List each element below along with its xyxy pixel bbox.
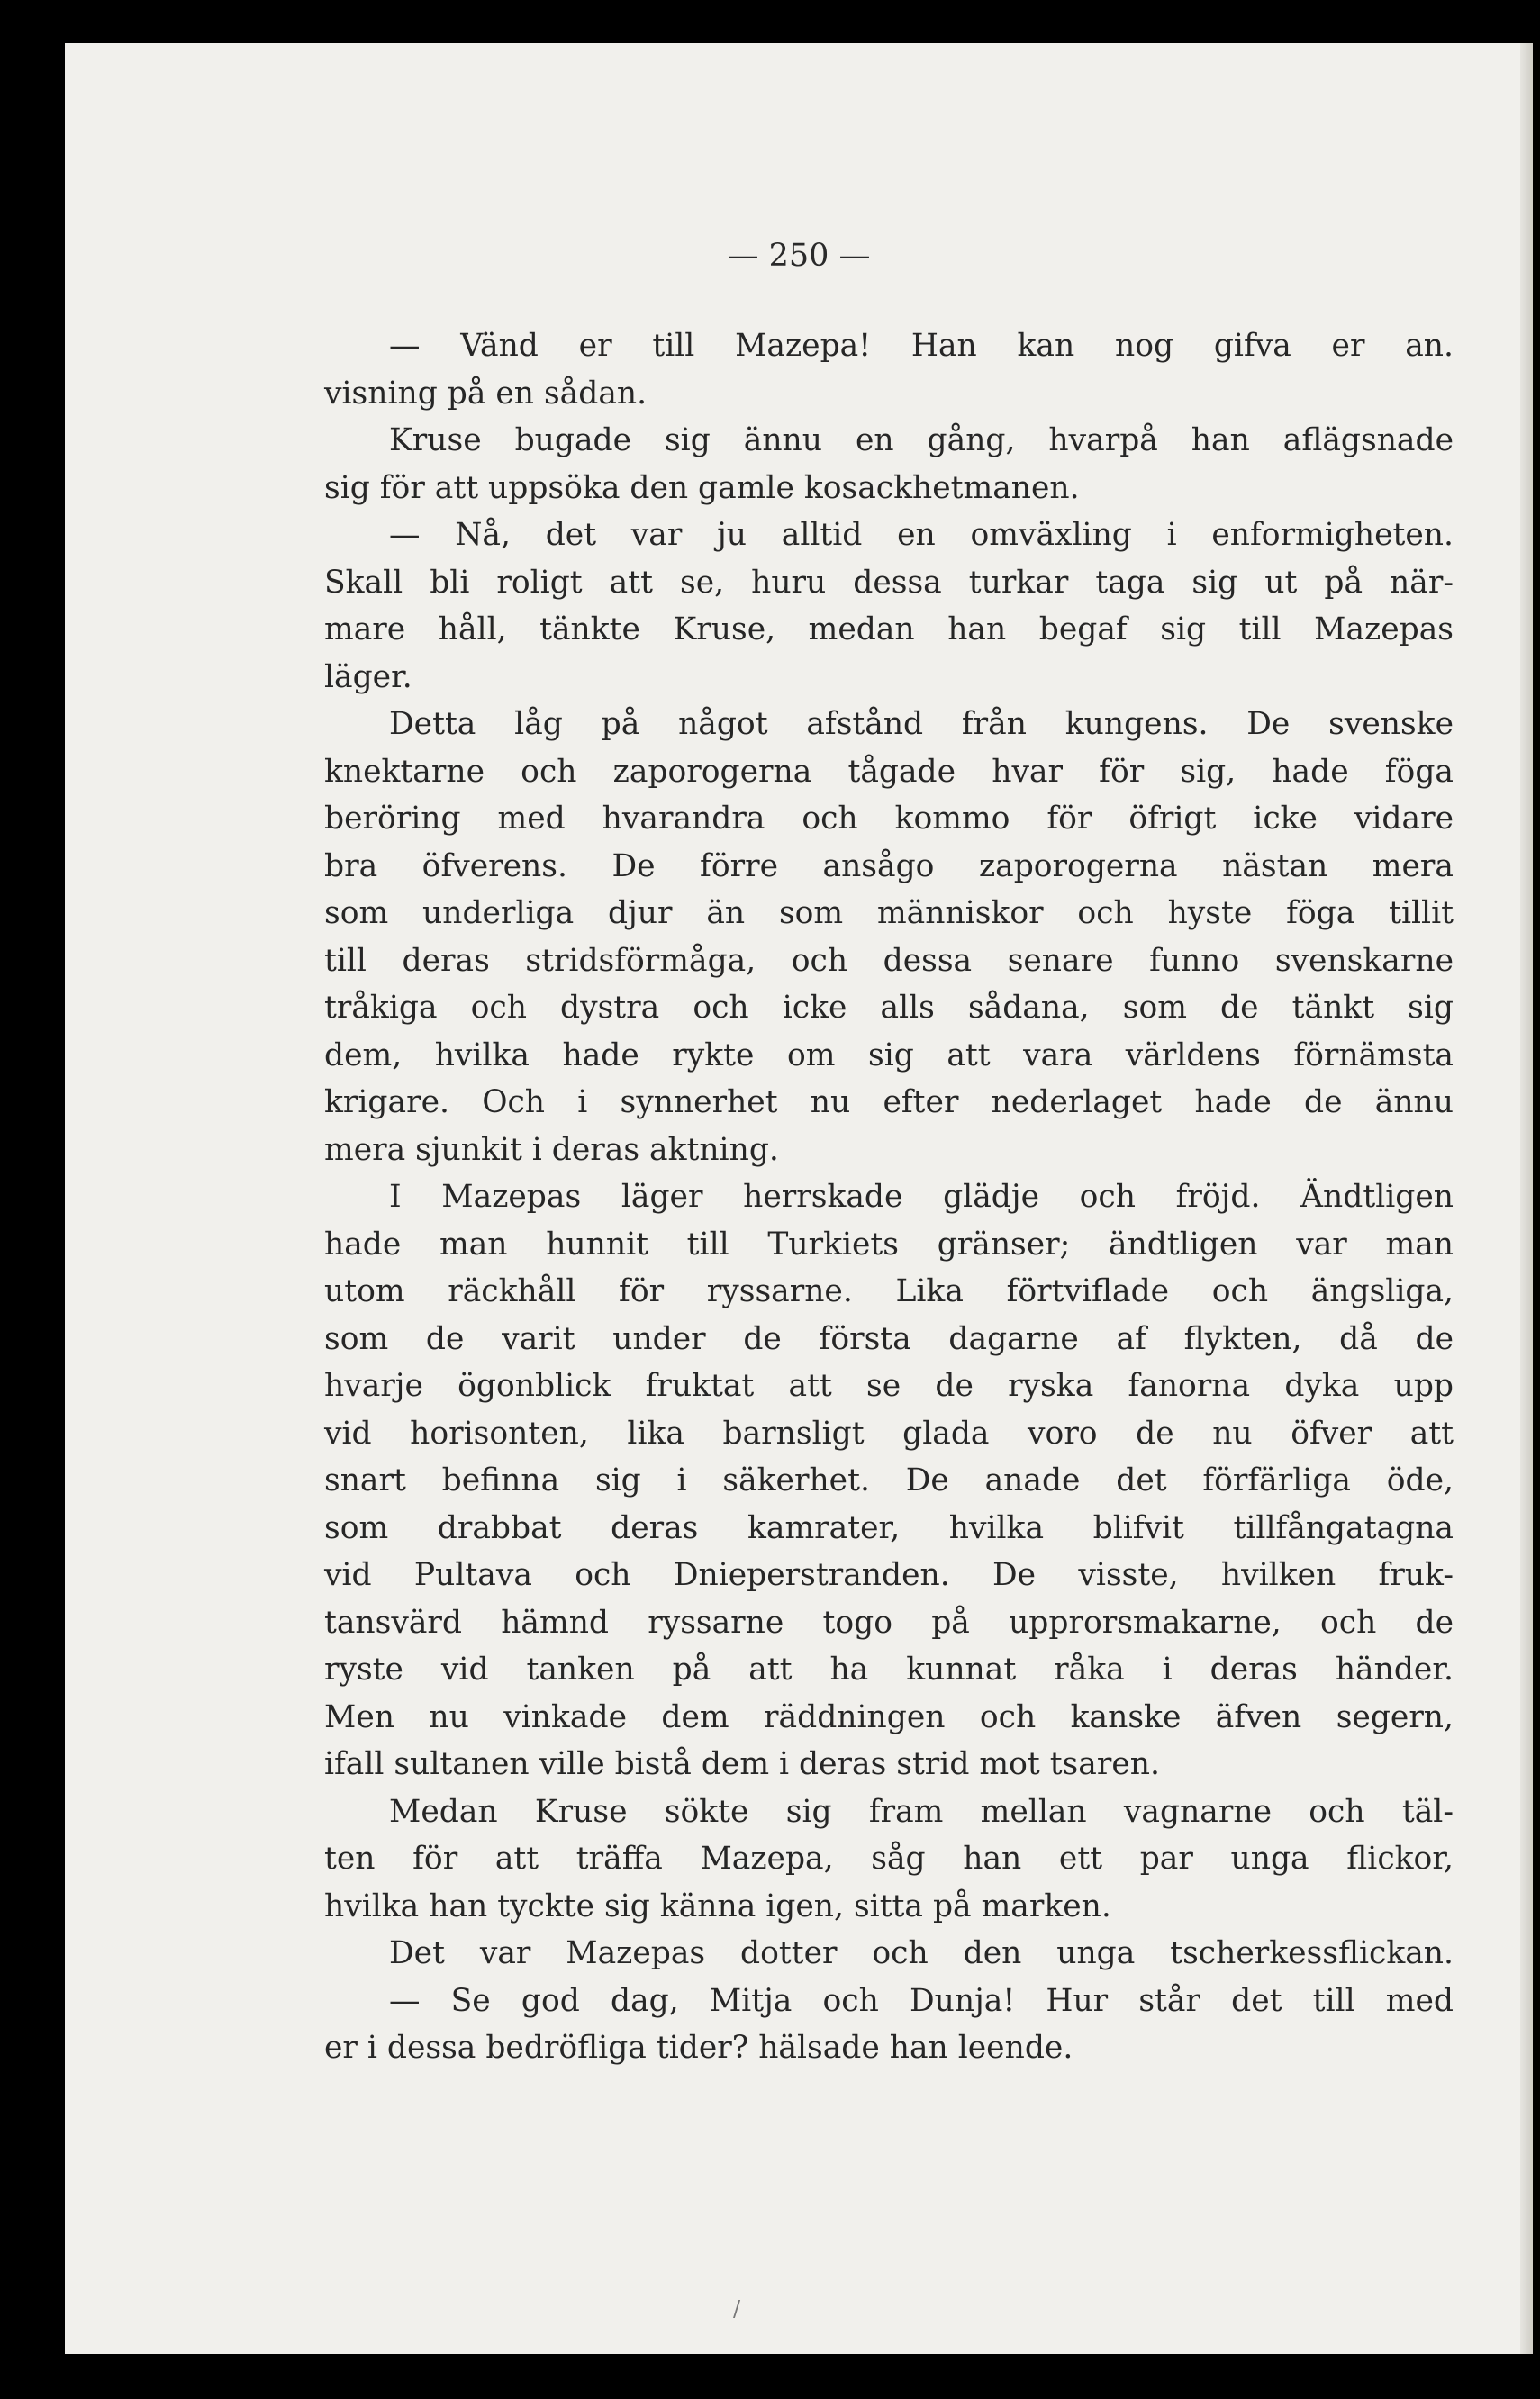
- text-line: hade man hunnit till Turkiets gränser; ändtligen var man: [324, 1226, 1454, 1263]
- text-line: mera sjunkit i deras aktning.: [324, 1131, 779, 1168]
- text-line: knektarne och zaporogerna tågade hvar för sig, hade föga: [324, 753, 1454, 790]
- text-line: mare håll, tänkte Kruse, medan han begaf sig till Mazepas: [324, 611, 1454, 647]
- text-line: tråkiga och dystra och icke alls sådana, som de tänkt sig: [324, 990, 1454, 1026]
- page-number: — 250 —: [727, 238, 871, 274]
- text-line: — Se god dag, Mitja och Dunja! Hur står det till med: [389, 1982, 1454, 2019]
- text-line: som de varit under de första dagarne af flykten, då de: [324, 1320, 1454, 1357]
- text-line: — Nå, det var ju alltid en omväxling i enformigheten.: [389, 517, 1454, 553]
- text-line: dem, hvilka hade rykte om sig att vara världens förnämsta: [324, 1037, 1454, 1073]
- text-line: ifall sultanen ville bistå dem i deras strid mot tsaren.: [324, 1746, 1160, 1782]
- text-line: Det var Mazepas dotter och den unga tscherkessflickan.: [389, 1935, 1454, 1971]
- text-line: Medan Kruse sökte sig fram mellan vagnarne och täl-: [389, 1793, 1454, 1830]
- text-line: vid horisonten, lika barnsligt glada voro de nu öfver att: [324, 1415, 1454, 1452]
- text-line: tansvärd hämnd ryssarne togo på upprorsmakarne, och de: [324, 1604, 1454, 1641]
- body-text: [324, 322, 1454, 2072]
- text-line: I Mazepas läger herrskade glädje och fröjd. Ändtligen: [389, 1179, 1454, 1215]
- text-line: vid Pultava och Dnieperstranden. De visste, hvilken fruk-: [324, 1557, 1454, 1593]
- text-line: Kruse bugade sig ännu en gång, hvarpå han aflägsnade: [389, 422, 1454, 458]
- text-line: till deras stridsförmåga, och dessa senare funno svenskarne: [324, 942, 1454, 979]
- page-edge: [1520, 43, 1533, 2354]
- text-line: utom räckhåll för ryssarne. Lika förtviflade och ängsliga,: [324, 1273, 1454, 1309]
- text-line: snart befinna sig i säkerhet. De anade det förfärliga öde,: [324, 1462, 1454, 1498]
- text-line: er i dessa bedröfliga tider? hälsade han leende.: [324, 2030, 1073, 2066]
- text-line: läger.: [324, 658, 412, 695]
- text-line: som drabbat deras kamrater, hvilka blifvit tillfångatagna: [324, 1509, 1454, 1546]
- text-line: visning på en sådan.: [324, 375, 648, 412]
- text-line: hvilka han tyckte sig känna igen, sitta på marken.: [324, 1888, 1111, 1924]
- text-line: sig för att uppsöka den gamle kosackhetmanen.: [324, 469, 1080, 506]
- text-line: Men nu vinkade dem räddningen och kanske äfven segern,: [324, 1698, 1454, 1735]
- stray-mark: /: [733, 2296, 741, 2322]
- text-line: Skall bli roligt att se, huru dessa turkar taga sig ut på när-: [324, 564, 1454, 601]
- text-line: hvarje ögonblick fruktat att se de ryska fanorna dyka upp: [324, 1368, 1454, 1404]
- text-line: krigare. Och i synnerhet nu efter nederlaget hade de ännu: [324, 1084, 1454, 1120]
- book-page: [65, 43, 1533, 2354]
- text-line: bra öfverens. De förre ansågo zaporogerna nästan mera: [324, 847, 1454, 884]
- text-line: — Vänd er till Mazepa! Han kan nog gifva er an.: [389, 328, 1454, 364]
- text-line: ten för att träffa Mazepa, såg han ett par unga flickor,: [324, 1841, 1454, 1877]
- text-line: som underliga djur än som människor och hyste föga tillit: [324, 895, 1454, 931]
- text-line: beröring med hvarandra och kommo för öfrigt icke vidare: [324, 801, 1454, 837]
- text-line: Detta låg på något afstånd från kungens. De svenske: [389, 706, 1454, 742]
- text-line: ryste vid tanken på att ha kunnat råka i deras händer.: [324, 1652, 1454, 1688]
